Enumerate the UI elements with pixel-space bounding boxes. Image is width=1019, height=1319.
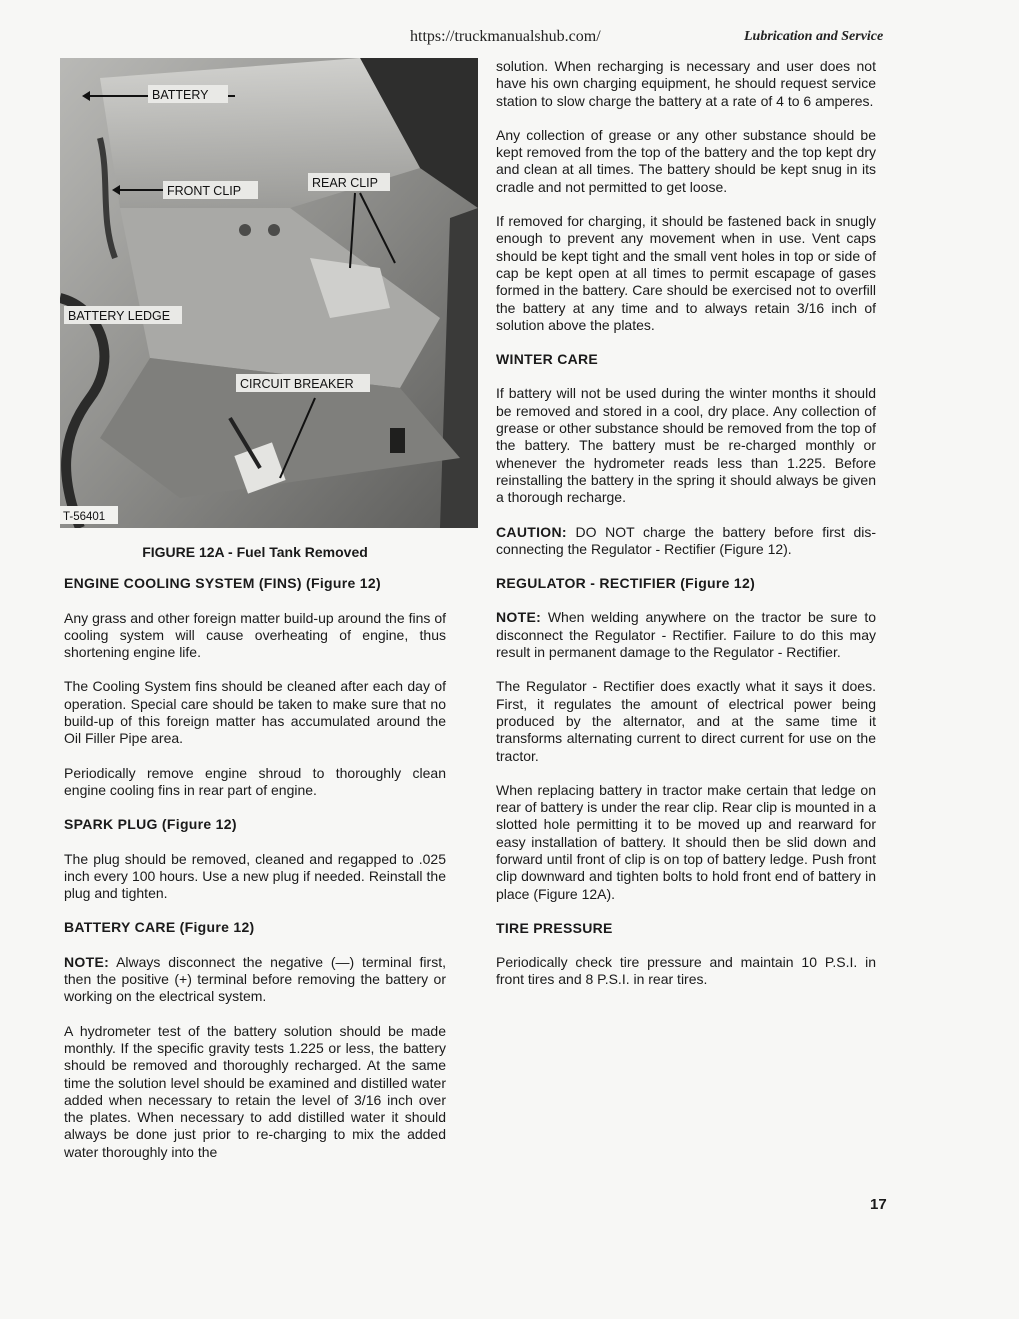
figure-photo-drawing	[60, 58, 478, 528]
battery-paragraph-2: solution. When recharging is necessary and user does not have his own charging equipment, he should request service station to slow charge the battery at a rate of 4 to 6 amperes.	[496, 58, 876, 109]
label-battery-ledge	[64, 306, 182, 324]
header-section-title: Lubrication and Service	[744, 29, 884, 44]
regulator-note-label: NOTE:	[496, 609, 542, 626]
label-battery-text: BATTERY	[152, 88, 209, 102]
label-photo-id-text: T-56401	[63, 511, 106, 523]
spark-plug-heading: SPARK PLUG (Figure 12)	[64, 816, 237, 833]
battery-note-text: Always disconnect the negative (—) terminal first, then the positive (+) terminal before removing the battery or working on the electrical system.	[64, 953, 446, 1005]
battery-paragraph-1: A hydrometer test of the battery solution should be made monthly. If the specific gravity tests 1.225 or less, the battery should be removed and thoroughly recharged. At the same time the solution level should be examined and distilled water added when necessary to retain the level of 3/16 inch over the plates. When necessary to add distilled water it should always be done just prior to re-charging to mix the added water thoroughly into the	[64, 1022, 446, 1160]
caution-note	[496, 524, 876, 559]
label-rear-clip	[308, 173, 390, 191]
page-number: 17	[870, 1196, 887, 1213]
label-circuit-breaker-text: CIRCUIT BREAKER	[240, 377, 354, 391]
label-photo-id	[60, 506, 118, 524]
cooling-paragraph-1: Any grass and other foreign matter build-up around the fins of cooling system will cause overheating of engine, thus shortening engine life.	[64, 609, 446, 661]
label-front-clip	[163, 181, 258, 199]
spark-plug-paragraph: The plug should be removed, cleaned and regapped to .025 inch every 100 hours. Use a new plug if needed. Reinstall the plug and tighten.	[64, 850, 446, 902]
regulator-note-text: When welding anywhere on the tractor be sure to disconnect the Regulator - Rectifier. Failure to do this may result in permanent damage to the Regulator - Rectifier.	[496, 609, 877, 661]
caution-label: CAUTION:	[496, 523, 567, 540]
tire-pressure-heading: TIRE PRESSURE	[496, 919, 613, 936]
cooling-paragraph-3: Periodically remove engine shroud to thoroughly clean engine cooling fins in rear part of engine.	[64, 764, 446, 798]
regulator-paragraph-2: When replacing battery in tractor make certain that ledge on rear of battery is under the rear clip. Rear clip is mounted in a slotted hole permitting it to be moved up and rearward for easy installation of battery. It should then be slid down and forward until front of clip is on top of battery ledge. Push front clip downward and tighten bolts to hold front end of battery in place (Figure 12A).	[496, 781, 876, 902]
figure-photo	[60, 58, 478, 528]
cooling-heading: ENGINE COOLING SYSTEM (FINS) (Figure 12)	[64, 575, 381, 592]
winter-care-heading: WINTER CARE	[496, 351, 599, 368]
label-circuit-breaker	[236, 374, 370, 392]
header-url: https://truckmanualshub.com/	[410, 28, 601, 45]
caution-text: DO NOT charge the battery before first dis-connecting the Regulator - Rectifier (Figure 12).	[496, 523, 876, 557]
tire-pressure-paragraph: Periodically check tire pressure and maintain 10 P.S.I. in front tires and 8 P.S.I. in rear tires.	[496, 954, 876, 988]
battery-care-heading: BATTERY CARE (Figure 12)	[64, 919, 255, 936]
battery-paragraph-3: Any collection of grease or any other substance should be kept removed from the top of the battery and the top kept dry and clean at all times. The battery should be kept snug in its cradle and not permitted to get loose.	[496, 126, 876, 195]
figure-caption: FIGURE 12A - Fuel Tank Removed	[142, 544, 368, 560]
regulator-heading: REGULATOR - RECTIFIER (Figure 12)	[496, 575, 756, 592]
battery-note-label: NOTE:	[64, 953, 110, 970]
regulator-paragraph-1: The Regulator - Rectifier does exactly what it says it does. First, it regulates the amount of electrical power being produced by the alternator, and at the same time it transforms alternating current to direct current for use on the tractor.	[496, 678, 876, 764]
label-battery	[148, 85, 228, 103]
label-rear-clip-text: REAR CLIP	[312, 176, 378, 190]
battery-note	[64, 954, 446, 1006]
winter-care-paragraph: If battery will not be used during the winter months it should be removed and stored in a cool, dry place. Any collection of grease or other substance should be removed from the top of the battery. The battery must be re-charged monthly or whenever the hydrometer reads less than 1.225. Before reinstalling the battery in the spring it should always be given a thorough recharge.	[496, 385, 876, 506]
right-column	[496, 58, 876, 1006]
cooling-paragraph-2: The Cooling System fins should be cleaned after each day of operation. Special care should be taken to make sure that no build-up of this foreign matter has accumulated around the Oil Filler Pipe area.	[64, 678, 446, 747]
label-front-clip-text: FRONT CLIP	[167, 184, 242, 198]
regulator-note	[496, 609, 876, 661]
label-battery-ledge-text: BATTERY LEDGE	[68, 309, 171, 323]
battery-paragraph-4: If removed for charging, it should be fastened back in snugly enough to prevent any movement when in use. Vent caps should be kept tight and the small vent holes in top or side of cap be kept open at all times to permit escapage of gases formed in the battery. Care should be exercised not to overfill the battery at any time and to always retain 3/16 inch of solution above the plates.	[496, 213, 876, 333]
left-column	[64, 544, 446, 1178]
